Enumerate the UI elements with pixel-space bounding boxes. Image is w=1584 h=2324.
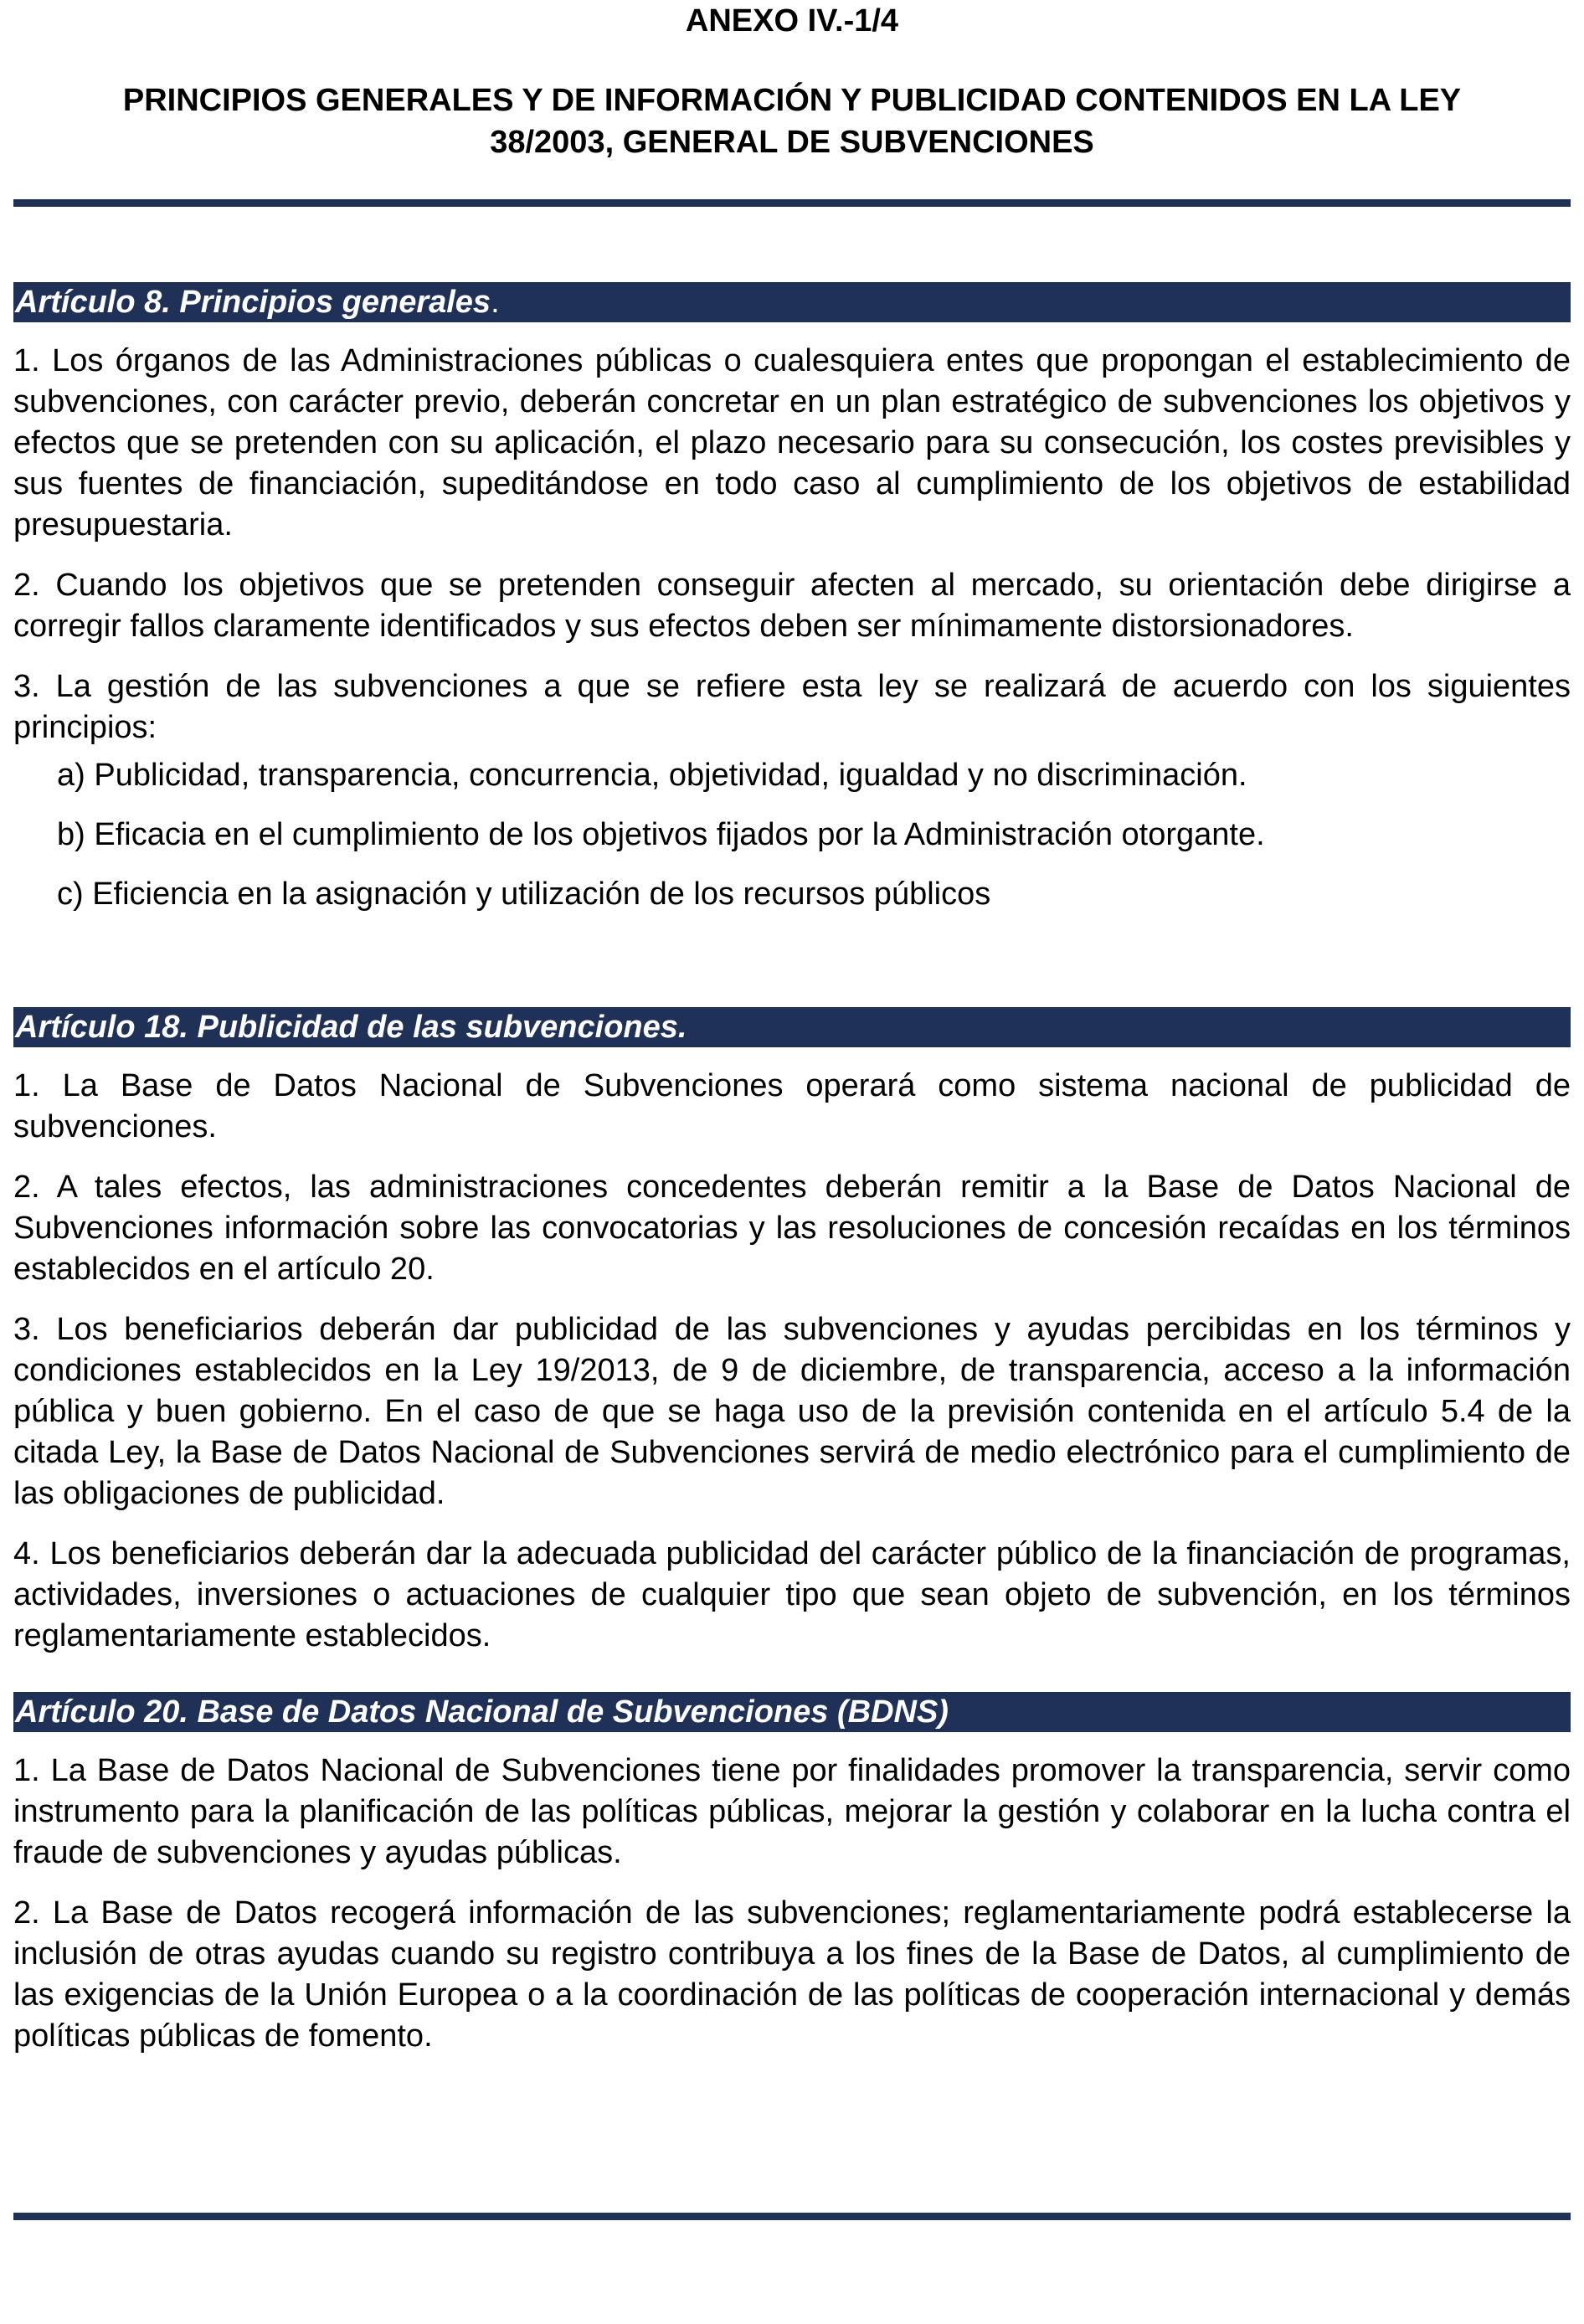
article-18-paragraph-4: 4. Los beneficiarios deberán dar la adecuada publicidad del carácter público de la financiación de programas, actividades, inversiones o actuaciones de cualquier tipo que sean objeto de subvención, en los términos reglamentariamente establecidos. <box>13 1536 1571 1653</box>
article-20-paragraph-2: 2. La Base de Datos recogerá información de las subvenciones; reglamentariamente podrá establecerse la inclusión de otras ayudas cuando su registro contribuya a los fines de la Base de Datos, al cumplimiento de las exigencias de la Unión Europea o a la coordinación de las políticas de cooperación internacional y demás políticas públicas de fomento. <box>13 1895 1571 2054</box>
article-18-section <box>13 1007 1571 1676</box>
article-8-paragraph-1: 1. Los órganos de las Administraciones públicas o cualesquiera entes que propongan el establecimiento de subvenciones, con carácter previo, deberán concretar en un plan estratégico de subvenciones los objetivos y efectos que se pretenden con su aplicación, el plazo necesario para su consecución, los costes previsibles y sus fuentes de financiación, supeditándose en todo caso al cumplimiento de los objetivos de estabilidad presupuestaria. <box>13 343 1571 542</box>
document-title-line-2: 38/2003, GENERAL DE SUBVENCIONES <box>490 125 1094 160</box>
document-title-line-1: PRINCIPIOS GENERALES Y DE INFORMACIÓN Y PUBLICIDAD CONTENIDOS EN LA LEY <box>122 83 1462 118</box>
article-8-principle-a: a) Publicidad, transparencia, concurrencia, objetividad, igualdad y no discriminación. <box>57 758 1247 793</box>
article-20-section <box>13 1692 1571 2076</box>
article-18-paragraph-3: 3. Los beneficiarios deberán dar publicidad de las subvenciones y ayudas percibidas en los términos y condiciones establecidos en la Ley 19/2013, de 9 de diciembre, de transparencia, acceso a la información pública y buen gobierno. En el caso de que se haga uso de la previsión contenida en el artículo 5.4 de la citada Ley, la Base de Datos Nacional de Subvenciones servirá de medio electrónico para el cumplimiento de las obligaciones de publicidad. <box>13 1312 1571 1511</box>
article-20-paragraph-1: 1. La Base de Datos Nacional de Subvenciones tiene por finalidades promover la transparencia, servir como instrumento para la planificación de las políticas públicas, mejorar la gestión y colaborar en la lucha contra el fraude de subvenciones y ayudas públicas. <box>13 1753 1571 1870</box>
article-8-section <box>13 282 1571 933</box>
top-divider <box>13 199 1571 207</box>
article-18-paragraph-2: 2. A tales efectos, las administraciones concedentes deberán remitir a la Base de Datos Nacional de Subvenciones información sobre las convocatorias y las resoluciones de concesión recaídas en los términos establecidos en el artículo 20. <box>13 1170 1571 1287</box>
article-8-heading <box>13 282 1571 322</box>
article-18-paragraph-1: 1. La Base de Datos Nacional de Subvenciones operará como sistema nacional de publicidad de subvenciones. <box>13 1068 1571 1144</box>
article-8-paragraph-3: 3. La gestión de las subvenciones a que se refiere esta ley se realizará de acuerdo con los siguientes principios: <box>13 669 1571 745</box>
article-20-heading: Artículo 20. Base de Datos Nacional de Subvenciones (BDNS) <box>13 1692 1571 1732</box>
article-8-principle-b: b) Eficacia en el cumplimiento de los objetivos fijados por la Administración otorgante. <box>57 817 1265 852</box>
article-8-paragraph-2: 2. Cuando los objetivos que se pretenden conseguir afecten al mercado, su orientación debe dirigirse a corregir fallos claramente identificados y sus efectos deben ser mínimamente distorsionadores. <box>13 568 1571 644</box>
article-8-heading-text: Artículo 8. Principios generales <box>15 285 491 320</box>
article-8-heading-period: . <box>491 285 500 320</box>
article-8-principle-c: c) Eficiencia en la asignación y utilización de los recursos públicos <box>57 877 991 912</box>
bottom-divider <box>13 2213 1571 2220</box>
annex-label: ANEXO IV.-1/4 <box>685 3 899 39</box>
document-title <box>13 80 1571 163</box>
article-18-heading: Artículo 18. Publicidad de las subvenciones. <box>13 1007 1571 1047</box>
